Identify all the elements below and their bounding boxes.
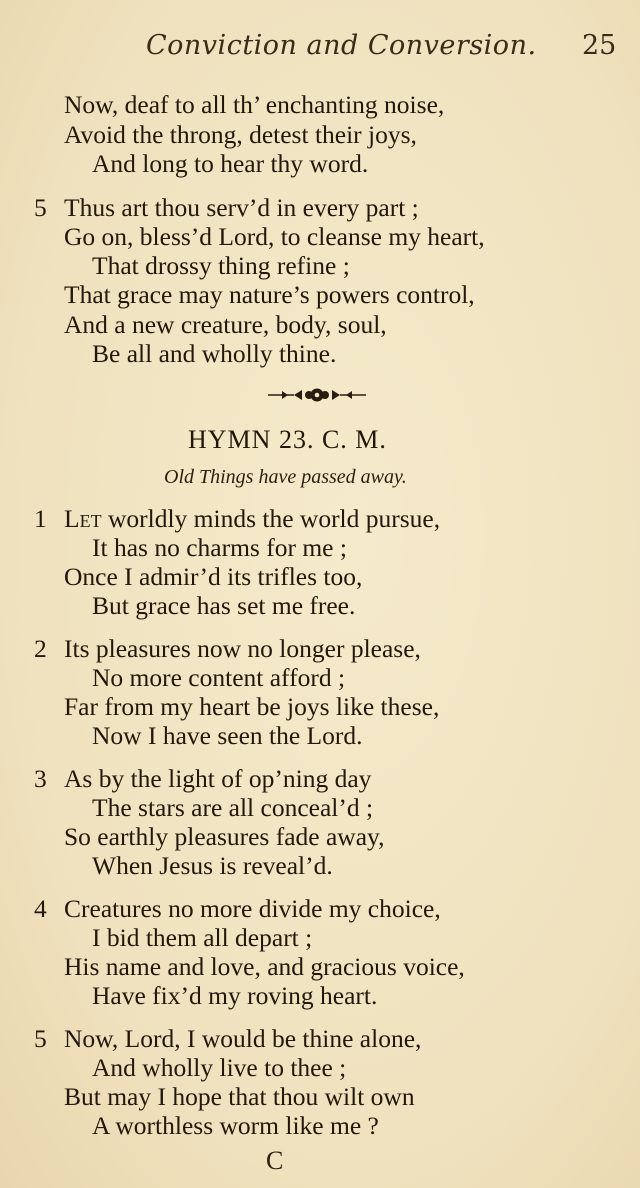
verse-line: So earthly pleasures fade away, <box>64 822 385 851</box>
verse-line: As by the light of op’ning day <box>64 764 372 793</box>
verse-line: Now, Lord, I would be thine alone, <box>64 1024 422 1053</box>
verse-line: The stars are all conceal’d ; <box>92 793 374 822</box>
verse-line: Avoid the throng, detest their joys, <box>64 120 417 149</box>
verse-line: Thus art thou serv’d in every part ; <box>64 193 419 222</box>
verse-line: Be all and wholly thine. <box>92 339 337 368</box>
verse-line: A worthless worm like me ? <box>92 1111 379 1140</box>
verse-line: Far from my heart be joys like these, <box>64 692 440 721</box>
hymn-title: HYMN 23. C. M. <box>188 425 387 454</box>
hymn-subtitle: Old Things have passed away. <box>164 466 407 488</box>
verse-line: It has no charms for me ; <box>92 533 347 562</box>
verse-line: That grace may nature’s powers control, <box>64 280 475 309</box>
page-number: 25 <box>582 30 617 61</box>
verse-line: And wholly live to thee ; <box>92 1053 347 1082</box>
stanza-number: 4 <box>34 894 47 923</box>
verse-line: And long to hear thy word. <box>92 149 369 178</box>
drop-word: Let <box>64 504 102 533</box>
verse-line: Now, deaf to all th’ enchanting noise, <box>64 90 445 119</box>
signature-mark: C <box>266 1146 284 1175</box>
stanza-number: 1 <box>34 504 47 533</box>
stanza-number: 3 <box>34 764 47 793</box>
verse-line: Its pleasures now no longer please, <box>64 634 421 663</box>
stanza-number: 2 <box>34 634 47 663</box>
ornament-divider <box>264 384 370 406</box>
verse-line: And a new creature, body, soul, <box>64 310 387 339</box>
verse-line: Once I admir’d its trifles too, <box>64 562 363 591</box>
verse-line: Go on, bless’d Lord, to cleanse my heart, <box>64 222 485 251</box>
verse-line: That drossy thing refine ; <box>92 251 350 280</box>
running-head: Conviction and Conversion. <box>146 30 537 61</box>
verse-line: But grace has set me free. <box>92 591 356 620</box>
verse-line: I bid them all depart ; <box>92 923 313 952</box>
verse-line: Now I have seen the Lord. <box>92 721 363 750</box>
verse-line: But may I hope that thou wilt own <box>64 1082 415 1111</box>
stanza-number: 5 <box>34 1024 47 1053</box>
stanza-number: 5 <box>34 193 47 222</box>
verse-line-rest: worldly minds the world pursue, <box>101 504 441 533</box>
verse-line: Have fix’d my roving heart. <box>92 981 378 1010</box>
verse-line <box>64 504 440 533</box>
verse-line: Creatures no more divide my choice, <box>64 894 441 923</box>
verse-line: His name and love, and gracious voice, <box>64 952 465 981</box>
verse-line: No more content afford ; <box>92 663 346 692</box>
verse-line: When Jesus is reveal’d. <box>92 851 333 880</box>
